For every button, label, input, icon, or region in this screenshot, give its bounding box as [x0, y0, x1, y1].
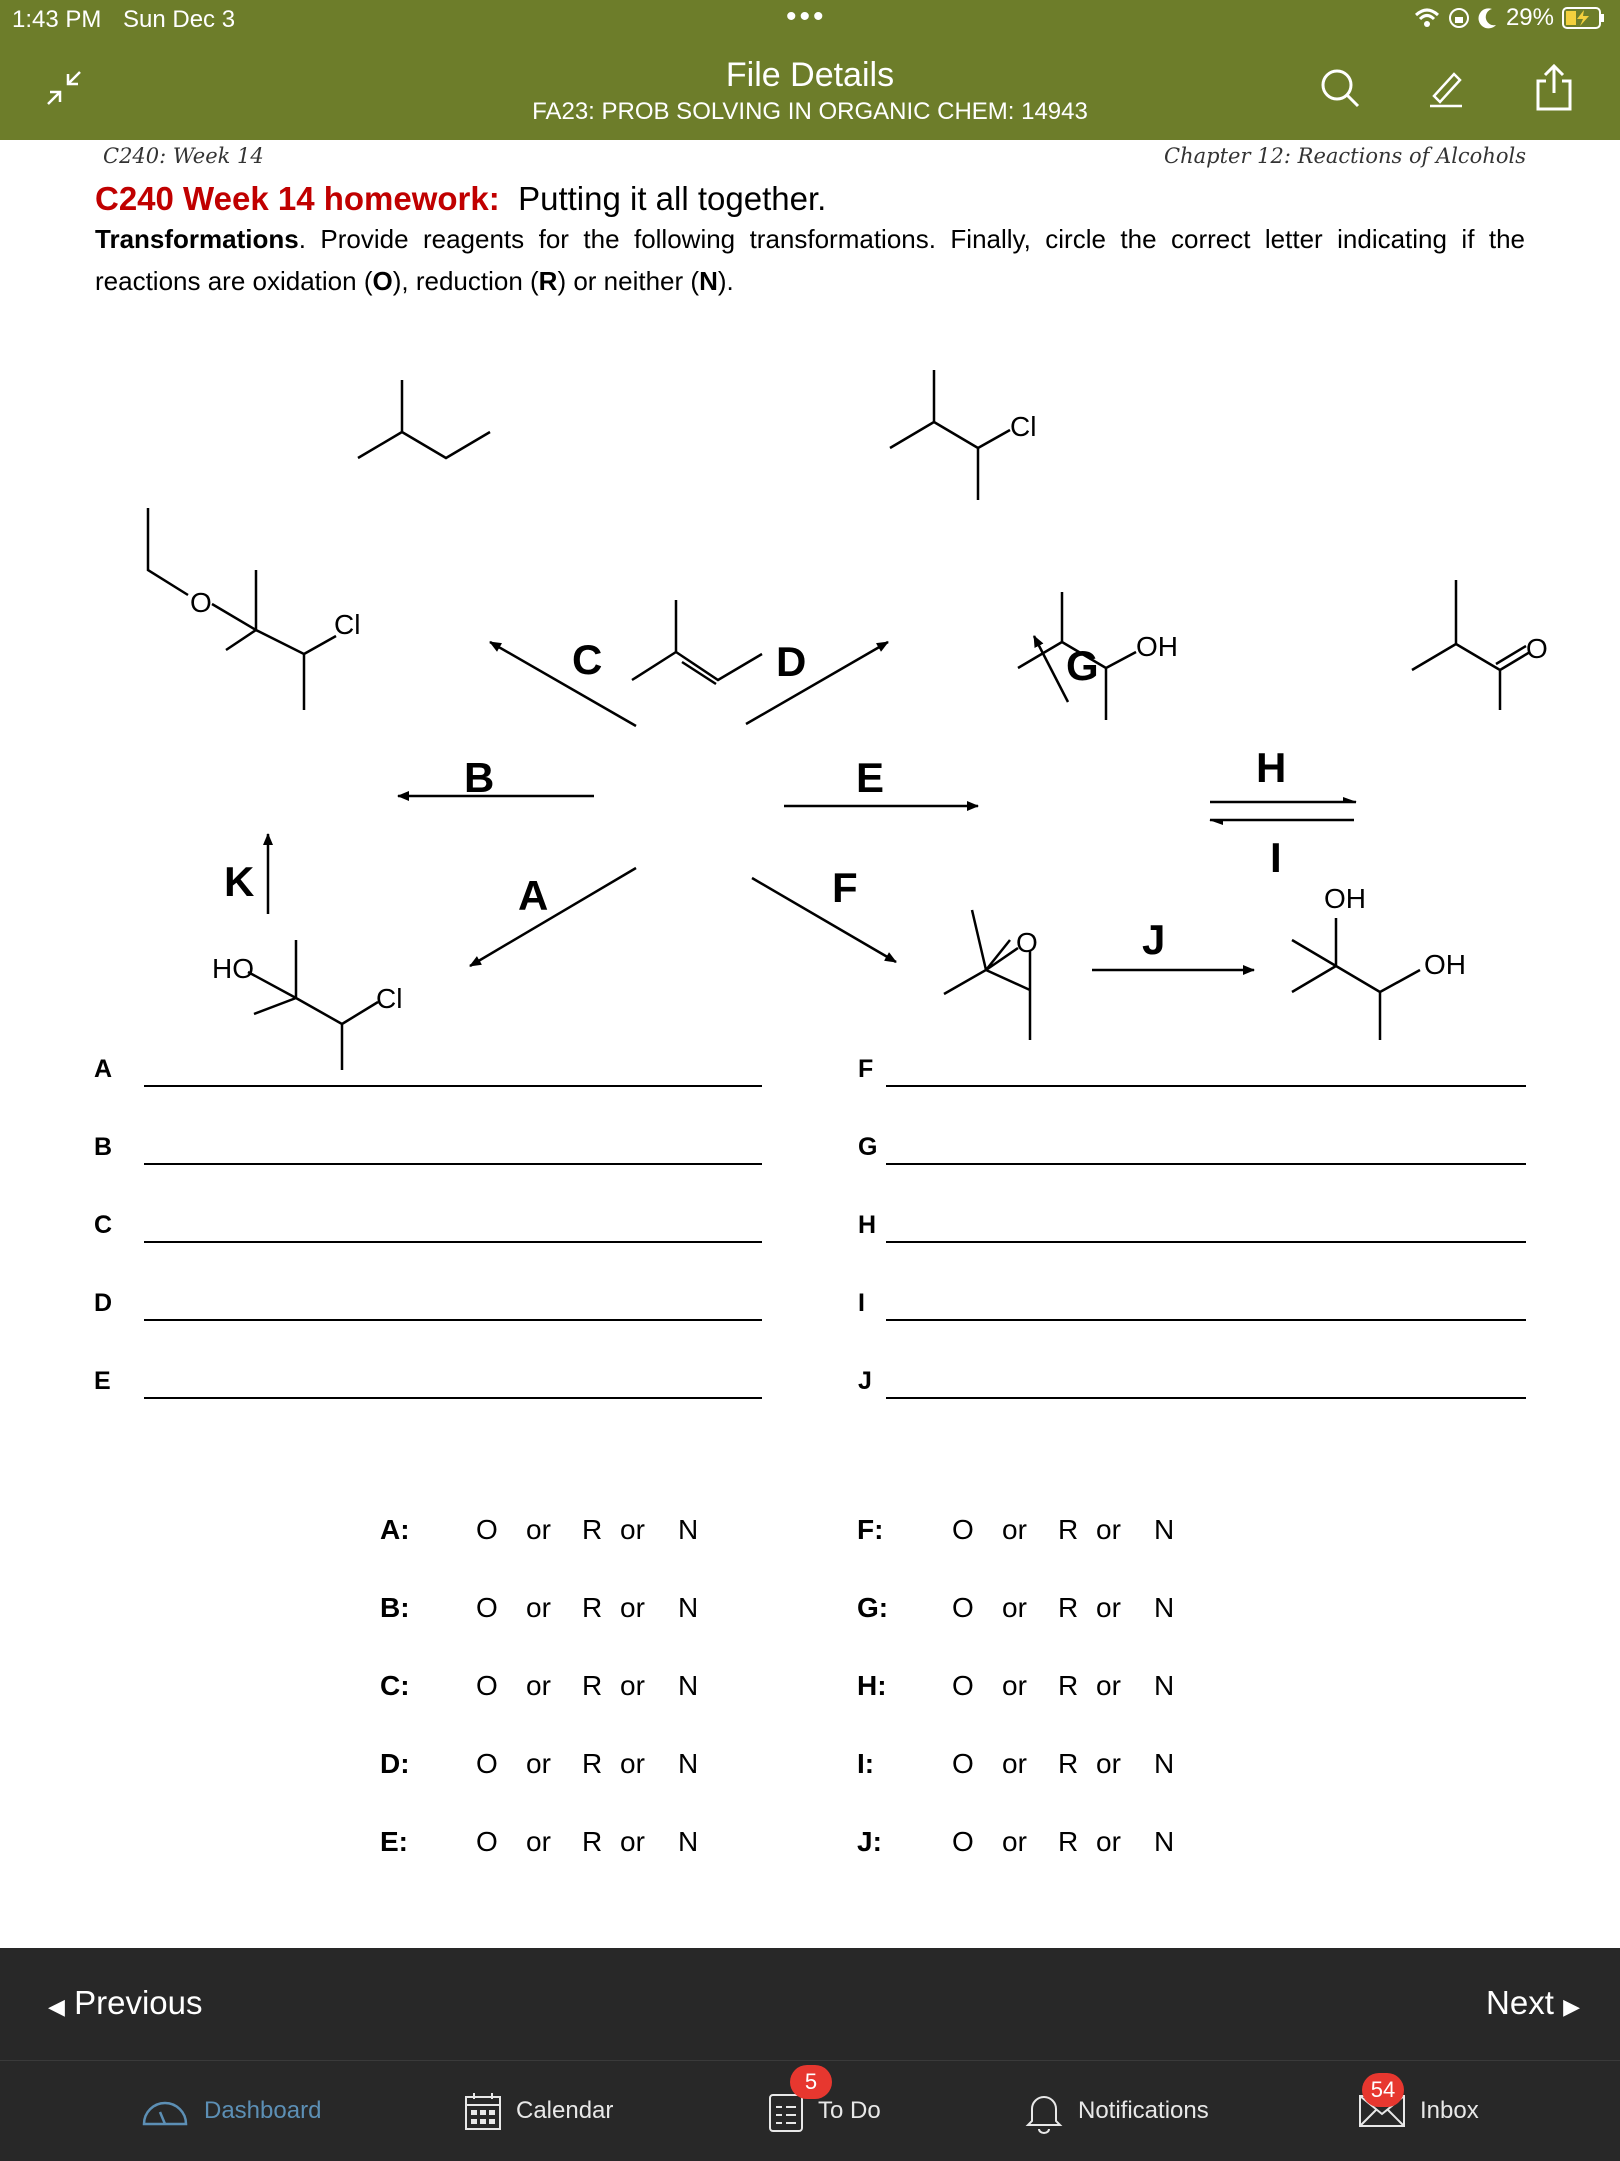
- answer-letter-right: G: [858, 1133, 878, 1161]
- tab-calendar-label: Calendar: [516, 2097, 614, 2124]
- redox-or: or: [1096, 1748, 1121, 1779]
- label-c: C: [572, 636, 603, 683]
- redox-option-n[interactable]: N: [678, 1592, 699, 1623]
- arrow-g: [1034, 636, 1068, 702]
- atom-alcohol-oh: OH: [1136, 631, 1178, 662]
- wifi-icon: [1414, 7, 1440, 29]
- structure-alkene: [632, 600, 762, 680]
- redox-option-o[interactable]: O: [476, 1670, 498, 1701]
- answer-letter-right: F: [858, 1055, 874, 1083]
- arrow-a: [470, 868, 636, 966]
- atom-ho: HO: [212, 953, 254, 984]
- arrow-f: [752, 878, 896, 962]
- status-date: Sun Dec 3: [123, 6, 236, 33]
- course-subtitle: FA23: PROB SOLVING IN ORGANIC CHEM: 14943: [532, 98, 1088, 125]
- redox-row-label: I:: [857, 1748, 875, 1779]
- atom-ether-cl: Cl: [334, 609, 361, 640]
- label-k: K: [224, 858, 255, 905]
- redox-or: or: [1096, 1670, 1121, 1701]
- answer-line[interactable]: [144, 1397, 762, 1399]
- redox-option-n[interactable]: N: [1154, 1670, 1175, 1701]
- redox-option-r[interactable]: R: [1058, 1592, 1079, 1623]
- status-indicators: [1414, 4, 1606, 32]
- atom-ketone-o: O: [1526, 633, 1548, 664]
- reaction-scheme: [0, 140, 1620, 1014]
- structure-chlorohydrin: [248, 940, 378, 1070]
- redox-or: or: [526, 1826, 551, 1857]
- document-viewer[interactable]: [0, 140, 1620, 1948]
- label-i: I: [1270, 834, 1282, 881]
- multitasking-dots-icon[interactable]: •••: [786, 0, 827, 33]
- redox-option-o[interactable]: O: [476, 1826, 498, 1857]
- redox-or: or: [1002, 1748, 1027, 1779]
- instructions-bold: Transformations: [95, 224, 299, 254]
- answer-line[interactable]: [886, 1319, 1526, 1321]
- redox-or: or: [1096, 1826, 1121, 1857]
- battery-charging-icon: [1562, 5, 1606, 31]
- redox-row-label: A:: [380, 1514, 410, 1545]
- redox-or: or: [526, 1670, 551, 1701]
- tab-notifications[interactable]: [1024, 2061, 1209, 2161]
- redox-or: or: [1002, 1592, 1027, 1623]
- redox-option-r[interactable]: R: [1058, 1748, 1079, 1779]
- redox-row-label: D:: [380, 1748, 410, 1779]
- doc-header-right: Chapter 12: Reactions of Alcohols: [1164, 144, 1526, 168]
- label-b: B: [464, 754, 495, 801]
- redox-or: or: [1002, 1514, 1027, 1545]
- redox-option-r[interactable]: R: [582, 1592, 603, 1623]
- calendar-icon: [464, 2091, 502, 2131]
- answer-letter-left: C: [94, 1211, 113, 1239]
- answer-line[interactable]: [886, 1163, 1526, 1165]
- label-d: D: [776, 638, 807, 685]
- tab-todo-label: To Do: [818, 2097, 881, 2124]
- annotate-pen-icon[interactable]: [1420, 62, 1472, 114]
- redox-option-r[interactable]: R: [1058, 1514, 1079, 1545]
- answer-line[interactable]: [144, 1241, 762, 1243]
- answer-letter-right: J: [858, 1367, 872, 1395]
- redox-option-o[interactable]: O: [952, 1748, 974, 1779]
- share-icon[interactable]: [1528, 62, 1580, 114]
- structure-ketone: [1412, 580, 1530, 710]
- redox-or: or: [620, 1592, 645, 1623]
- redox-option-r[interactable]: R: [1058, 1826, 1079, 1857]
- answer-letter-left: B: [94, 1133, 113, 1161]
- inbox-badge: 54: [1362, 2073, 1404, 2107]
- label-j: J: [1142, 916, 1166, 963]
- answer-line[interactable]: [886, 1241, 1526, 1243]
- redox-option-n[interactable]: N: [678, 1670, 699, 1701]
- answer-letter-left: A: [94, 1055, 113, 1083]
- redox-or: or: [1002, 1826, 1027, 1857]
- redox-option-n[interactable]: N: [1154, 1592, 1175, 1623]
- redox-option-o[interactable]: O: [952, 1670, 974, 1701]
- redox-option-n[interactable]: N: [1154, 1748, 1175, 1779]
- redox-or: or: [526, 1748, 551, 1779]
- caret-left-icon: ◀: [48, 1994, 65, 2019]
- search-icon[interactable]: [1314, 62, 1366, 114]
- redox-option-o[interactable]: O: [952, 1514, 974, 1545]
- redox-or: or: [620, 1748, 645, 1779]
- redox-or: or: [1002, 1670, 1027, 1701]
- doc-title-red: C240 Week 14 homework:: [95, 180, 500, 217]
- tab-dashboard[interactable]: [140, 2061, 321, 2161]
- redox-row-label: C:: [380, 1670, 410, 1701]
- atom-chlorohydrin-cl: Cl: [376, 983, 403, 1014]
- redox-or: or: [620, 1670, 645, 1701]
- instr-o: O: [372, 266, 393, 296]
- redox-or: or: [620, 1514, 645, 1545]
- redox-row-label: E:: [380, 1826, 408, 1857]
- label-e: E: [856, 754, 885, 801]
- caret-right-icon: ▶: [1563, 1994, 1580, 2019]
- structure-diol: [1292, 918, 1420, 1040]
- redox-or: or: [526, 1514, 551, 1545]
- page-navigation: [0, 1948, 1620, 2060]
- redox-option-n[interactable]: N: [678, 1826, 699, 1857]
- doc-title-rest: Putting it all together.: [518, 180, 827, 217]
- redox-option-n[interactable]: N: [678, 1514, 699, 1545]
- moon-icon: [1478, 7, 1498, 29]
- redox-option-o[interactable]: O: [476, 1748, 498, 1779]
- app-header: [0, 0, 1620, 140]
- redox-option-r[interactable]: R: [582, 1748, 603, 1779]
- redox-option-r[interactable]: R: [582, 1826, 603, 1857]
- answer-line[interactable]: [144, 1163, 762, 1165]
- atom-epoxide-o: O: [1016, 927, 1038, 958]
- redox-option-n[interactable]: N: [678, 1748, 699, 1779]
- tab-inbox-label: Inbox: [1420, 2097, 1479, 2124]
- label-h: H: [1256, 744, 1287, 791]
- arrow-c: [490, 642, 636, 726]
- redox-option-r[interactable]: R: [582, 1514, 603, 1545]
- dashboard-icon: [140, 2094, 190, 2128]
- todo-badge: 5: [790, 2065, 832, 2099]
- redox-or: or: [620, 1826, 645, 1857]
- arrow-d: [746, 642, 888, 724]
- redox-row-label: J:: [857, 1826, 882, 1857]
- redox-option-n[interactable]: N: [1154, 1514, 1175, 1545]
- status-time: 1:43 PM: [12, 6, 102, 33]
- redox-option-r[interactable]: R: [582, 1670, 603, 1701]
- redox-row-label: F:: [857, 1514, 884, 1545]
- structure-alkane: [358, 380, 490, 458]
- atom-diol-oh2: OH: [1424, 949, 1466, 980]
- orientation-lock-icon: [1448, 7, 1470, 29]
- redox-option-r[interactable]: R: [1058, 1670, 1079, 1701]
- answer-line[interactable]: [144, 1085, 762, 1087]
- page-title: File Details: [725, 56, 895, 94]
- structure-ether-chloride: [148, 508, 336, 710]
- answer-line[interactable]: [886, 1085, 1526, 1087]
- doc-header-left: C240: Week 14: [103, 144, 264, 168]
- redox-option-o[interactable]: O: [476, 1514, 498, 1545]
- instr-n: N: [699, 266, 718, 296]
- answer-line[interactable]: [144, 1319, 762, 1321]
- tab-dashboard-label: Dashboard: [204, 2097, 322, 2124]
- redox-or: or: [1096, 1514, 1121, 1545]
- redox-row-label: B:: [380, 1592, 410, 1623]
- instr-mid2: ) or neither (: [557, 266, 700, 296]
- answer-letter-right: I: [858, 1289, 865, 1317]
- tab-bar: [0, 2060, 1620, 2161]
- answer-letter-left: E: [94, 1367, 111, 1395]
- next-label: Next: [1486, 1984, 1554, 2021]
- redox-option-o[interactable]: O: [476, 1592, 498, 1623]
- answer-letter-left: D: [94, 1289, 113, 1317]
- instr-mid1: ), reduction (: [392, 266, 539, 296]
- redox-option-n[interactable]: N: [1154, 1826, 1175, 1857]
- atom-ether-o: O: [190, 587, 212, 618]
- instr-r: R: [538, 266, 558, 296]
- next-button[interactable]: [1486, 1984, 1580, 2022]
- previous-button[interactable]: [48, 1984, 202, 2022]
- atom-diol-oh1: OH: [1324, 883, 1366, 914]
- redox-row-label: G:: [857, 1592, 889, 1623]
- label-a: A: [518, 872, 549, 919]
- redox-or: or: [526, 1592, 551, 1623]
- battery-percent: 29%: [1505, 4, 1554, 31]
- label-g: G: [1066, 642, 1099, 689]
- tab-notifications-label: Notifications: [1078, 2097, 1209, 2124]
- tab-todo[interactable]: [768, 2061, 881, 2161]
- atom-top-cl: Cl: [1010, 411, 1037, 442]
- previous-label: Previous: [74, 1984, 203, 2021]
- tab-inbox[interactable]: [1358, 2061, 1479, 2161]
- redox-row-label: H:: [857, 1670, 887, 1701]
- bell-icon: [1024, 2089, 1064, 2133]
- instr-end: ).: [717, 266, 734, 296]
- instructions-text: . Provide reagents for the following transformations. Finally, circle the correct letter indicating if the reactions are oxidation (: [95, 224, 1525, 296]
- label-f: F: [832, 864, 858, 911]
- redox-option-o[interactable]: O: [952, 1826, 974, 1857]
- answer-line[interactable]: [886, 1397, 1526, 1399]
- tab-calendar[interactable]: [464, 2061, 613, 2161]
- redox-option-o[interactable]: O: [952, 1592, 974, 1623]
- redox-or: or: [1096, 1592, 1121, 1623]
- answer-letter-right: H: [858, 1211, 877, 1239]
- structure-chloroalkane: [890, 370, 1010, 500]
